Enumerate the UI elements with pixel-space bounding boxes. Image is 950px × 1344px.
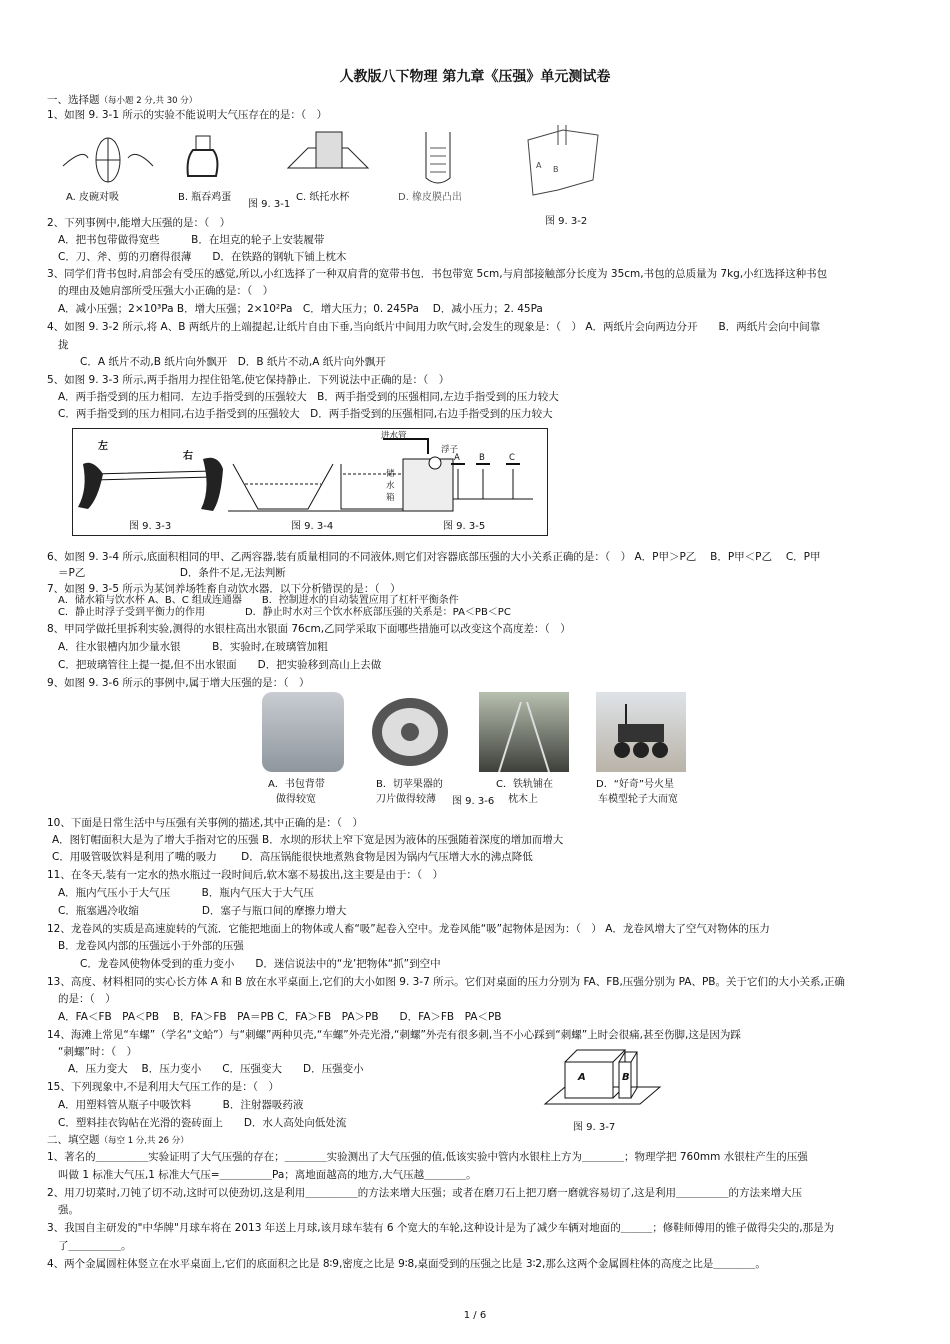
q7-options-1: A．储水箱与饮水杯 A、B、C 组成连通器 B．控制进水的自动装置应用了杠杆平衡条件	[58, 595, 459, 606]
fig-9-3-6-caption-b1: B．切苹果器的	[376, 779, 443, 790]
q4-line-2: 拢	[58, 339, 69, 351]
q2-text: 2、下列事例中,能增大压强的是：（ ）	[47, 217, 231, 229]
fig-9-3-1-caption-a: A. 皮碗对吸	[66, 192, 120, 203]
q3-options: A．减小压强；2×10³Pa B．增大压强；2×10²Pa C．增大压力；0. 245Pa D．减小压力；2. 45Pa	[58, 303, 543, 315]
q5-text: 5、如图 9. 3-3 所示,两手指用力捏住铅笔,使它保持静止．下列说法中正确的是：（ ）	[47, 374, 450, 386]
q15-text: 15、下列现象中,不是利用大气压工作的是：（ ）	[47, 1081, 279, 1093]
figure-9-3-2	[518, 120, 608, 210]
q8-options-2: C．把玻璃管往上提一提,但不出水银面 D．把实验移到高山上去做	[58, 659, 382, 671]
q14-line-1: 14、海滩上常见“车螺”（学名“文蛤”）与“刺螺”两种贝壳,“车螺”外壳光滑,“刺螺”外壳有很多刺,当不小心踩到“刺螺”上时会很痛,甚至伤脚,这是因为踩	[47, 1029, 741, 1041]
fig-9-3-1-caption-c: C. 纸托水杯	[296, 192, 350, 203]
svg-text:B: B	[553, 165, 559, 174]
q9-text: 9、如图 9. 3-6 所示的事例中,属于增大压强的是：（ ）	[47, 677, 310, 689]
section-2-label: 二、填空题	[47, 1134, 100, 1146]
fill-2-line-2: 强。	[58, 1204, 79, 1216]
backpack-photo	[262, 692, 344, 772]
fig-9-3-1-caption-d: D. 橡皮膜凸出	[398, 192, 463, 203]
q8-text: 8、甲同学做托里拆利实验,测得的水银柱高出水银面 76cm,乙同学采取下面哪些措施可以改变这个高度差：（ ）	[47, 623, 571, 635]
fill-4-line-1: 4、两个金属圆柱体竖立在水平桌面上,它们的底面积之比是 8∶9,密度之比是 9∶8,桌面受到的压强之比是 3∶2,那么这两个金属圆柱体的高度之比是＿＿＿＿。	[47, 1258, 766, 1270]
fill-1-line-2: 叫做 1 标准大气压,1 标准大气压=＿＿＿＿＿Pa；离地面越高的地方,大气压越＿＿＿＿。	[58, 1169, 477, 1181]
q6-line-2: ＝P乙 D．条件不足,无法判断	[58, 567, 286, 579]
fig-9-3-6-caption-c1: C．铁轨铺在	[496, 779, 553, 790]
fig-9-3-5-pipe-label: 进水管	[381, 431, 407, 441]
fig-9-3-4-label: 图 9. 3-4	[291, 521, 334, 532]
q3-line-1: 3、同学们背书包时,肩部会有受压的感觉,所以,小红选择了一种双肩背的宽带书包．书包带宽 5cm,与肩部接触部分长度为 35cm,书包的总质量为 7kg,小红选择这种书包	[47, 268, 828, 280]
apple-cutter-drawing	[367, 692, 453, 772]
fig-9-3-6-caption-d2: 车模型轮子大而宽	[598, 794, 678, 805]
q13-line-2: 的是：（ ）	[58, 993, 116, 1005]
q11-options-2: C．瓶塞遇冷收缩 D．塞子与瓶口间的摩擦力增大	[58, 905, 347, 917]
fig-9-3-5-tank-label: 储水箱	[386, 469, 395, 503]
fig-9-3-7-block-a: A	[578, 1072, 586, 1083]
section-1-label: 一、选择题	[47, 94, 100, 106]
fill-2-line-1: 2、用刀切菜时,刀钝了切不动,这时可以使劲切,这是利用＿＿＿＿＿的方法来增大压强；或者在磨刀石上把刀磨一磨就容易切了,这是利用＿＿＿＿＿的方法来增大压	[47, 1187, 803, 1199]
fig-9-3-7-label: 图 9. 3-7	[573, 1122, 616, 1133]
fig-9-3-5-label: 图 9. 3-5	[443, 521, 486, 532]
fig-9-3-6-caption-b2: 刀片做得较薄	[376, 794, 436, 805]
fig-9-3-5-float-label: 浮子	[441, 445, 459, 455]
q10-text: 10、下面是日常生活中与压强有关事例的描述,其中正确的是：（ ）	[47, 817, 363, 829]
q8-options-1: A．往水银槽内加少量水银 B．实验时,在玻璃管加粗	[58, 641, 328, 653]
q5-options-1: A．两手指受到的压力相同．左边手指受到的压强较大 B．两手指受到的压强相同,左边手指受到的压力较大	[58, 391, 559, 403]
q7-options-2: C．静止时浮子受到平衡力的作用 D．静止时水对三个饮水杯底部压强的关系是：PA＜PB＜PC	[58, 607, 511, 618]
page-title: 人教版八下物理 第九章《压强》单元测试卷	[339, 69, 611, 85]
q15-options-1: A．用塑料管从瓶子中吸饮料 B．注射器吸药液	[58, 1099, 304, 1111]
section-1-heading	[47, 93, 197, 108]
fig-9-3-5-cup-c: C	[509, 453, 515, 463]
q13-options: A．FA＜FB PA＜PB B．FA＞FB PA＝PB C．FA＞FB PA＞PB D．FA＞FB PA＜PB	[58, 1011, 502, 1023]
figure-9-3-7	[535, 1042, 665, 1120]
fig-9-3-7-block-b: B	[622, 1072, 630, 1083]
fig-9-3-5-cup-a: A	[454, 453, 460, 463]
fig-9-3-3-right-label: 右	[183, 451, 193, 462]
q2-options-1: A．把书包带做得宽些 B．在坦克的轮子上安装履带	[58, 234, 325, 246]
figure-9-3-3-5-panel	[72, 428, 548, 536]
fig-9-3-1-label: 图 9. 3-1	[248, 199, 291, 210]
q11-text: 11、在冬天,装有一定水的热水瓶过一段时间后,软木塞不易拔出,这主要是由于：（ ）	[47, 869, 444, 881]
fig-9-3-5-cup-b: B	[479, 453, 485, 463]
mars-rover-photo	[596, 692, 686, 772]
q4-line-1: 4、如图 9. 3-2 所示,将 A、B 两纸片的上端提起,让纸片自由下垂,当向纸片中间用力吹气时,会发生的现象是：（ ） A．两纸片会向两边分开 B．两纸片会向中间靠	[47, 321, 821, 333]
fill-3-line-2: 了＿＿＿＿＿。	[58, 1240, 132, 1252]
q15-options-2: C．塑料挂衣钩帖在光滑的瓷砖面上 D．水人高处向低处流	[58, 1117, 347, 1129]
q13-line-1: 13、高度、材料相同的实心长方体 A 和 B 放在水平桌面上,它们的大小如图 9. 3-7 所示。它们对桌面的压力分别为 FA、FB,压强分别为 PA、PB。关于它们的大小关系,正确	[47, 976, 845, 988]
q7-text: 7、如图 9. 3-5 所示为某饲养场牲畜自动饮水器．以下分析错误的是：（ ）	[47, 583, 401, 595]
q14-options: A．压力变大 B．压力变小 C．压强变大 D．压强变小	[68, 1063, 364, 1075]
q3-line-2: 的理由及她肩部所受压强大小正确的是：（ ）	[58, 285, 274, 297]
fig-9-3-6-caption-a2: 做得较宽	[276, 794, 316, 805]
fig-9-3-3-left-label: 左	[98, 441, 108, 452]
mars-rover-drawing	[596, 692, 686, 772]
fig-9-3-2-label: 图 9. 3-2	[545, 216, 588, 227]
fig-9-3-6-caption-d1: D．“好奇”号火星	[596, 779, 675, 790]
fill-3-line-1: 3、我国自主研发的"中华牌"月球车将在 2013 年送上月球,该月球车装有 6 个宽大的车轮,这种设计是为了减少车辆对地面的＿＿＿；修鞋师傅用的锥子做得尖尖的,那是为	[47, 1222, 835, 1234]
railway-drawing	[479, 692, 569, 772]
fig-9-3-6-label: 图 9. 3-6	[452, 796, 495, 807]
section-2-note: （每空 1 分,共 26 分）	[99, 1136, 189, 1146]
q5-options-2: C．两手指受到的压力相同,右边手指受到的压强较大 D．两手指受到的压强相同,右边手指受到的压力较大	[58, 408, 553, 420]
q12-line-3: C．龙卷风使物体受到的重力变小 D．迷信说法中的“龙’把物体“抓”到空中	[80, 958, 441, 970]
q12-line-2: B．龙卷风内部的压强远小于外部的压强	[58, 940, 244, 952]
q14-line-2: “刺螺”时：（ ）	[58, 1046, 138, 1058]
q11-options-1: A．瓶内气压小于大气压 B．瓶内气压大于大气压	[58, 887, 314, 899]
q4-options: C．A 纸片不动,B 纸片向外飘开 D．B 纸片不动,A 纸片向外飘开	[80, 356, 386, 368]
page-number: 1 / 6	[463, 1310, 487, 1321]
q1-text: 1、如图 9. 3-1 所示的实验不能说明大气压存在的是：（ ）	[47, 109, 328, 121]
svg-text:A: A	[536, 161, 542, 170]
q10-options-1: A．图钉帽面积大是为了增大手指对它的压强 B．水坝的形状上窄下宽是因为液体的压强随着深度的增加而增大	[52, 834, 564, 846]
apple-cutter-photo	[367, 692, 453, 772]
fig-9-3-3-label: 图 9. 3-3	[129, 521, 172, 532]
fig-9-3-1-caption-b: B. 瓶吞鸡蛋	[178, 192, 232, 203]
section-1-note: （每小题 2 分,共 30 分）	[99, 96, 198, 106]
fig-9-3-6-caption-c2: 枕木上	[508, 794, 538, 805]
q10-options-2: C．用吸管吸饮料是利用了嘴的吸力 D．高压锅能很快地煮熟食物是因为锅内气压增大水的沸点降低	[52, 851, 533, 863]
q6-line-1: 6、如图 9. 3-4 所示,底面积相同的甲、乙两容器,装有质量相同的不同液体,则它们对容器底部压强的大小关系正确的是：（ ） A．P甲＞P乙 B．P甲＜P乙 C．P甲	[47, 551, 821, 563]
fig-9-3-6-caption-a1: A．书包背带	[268, 779, 325, 790]
q12-line-1: 12、龙卷风的实质是高速旋转的气流．它能把地面上的物体或人畜“吸”起卷入空中。龙卷风能“吸”起物体是因为：（ ） A．龙卷风增大了空气对物体的压力	[47, 923, 770, 935]
q2-options-2: C．刀、斧、剪的刃磨得很薄 D．在铁路的钢轨下铺上枕木	[58, 251, 347, 263]
railway-photo	[479, 692, 569, 772]
fill-1-line-1: 1、著名的＿＿＿＿＿实验证明了大气压强的存在；＿＿＿＿实验测出了大气压强的值,低该实验中管内水银柱上方为＿＿＿＿；物理学把 760mm 水银柱产生的压强	[47, 1151, 808, 1163]
section-2-heading	[47, 1133, 189, 1148]
